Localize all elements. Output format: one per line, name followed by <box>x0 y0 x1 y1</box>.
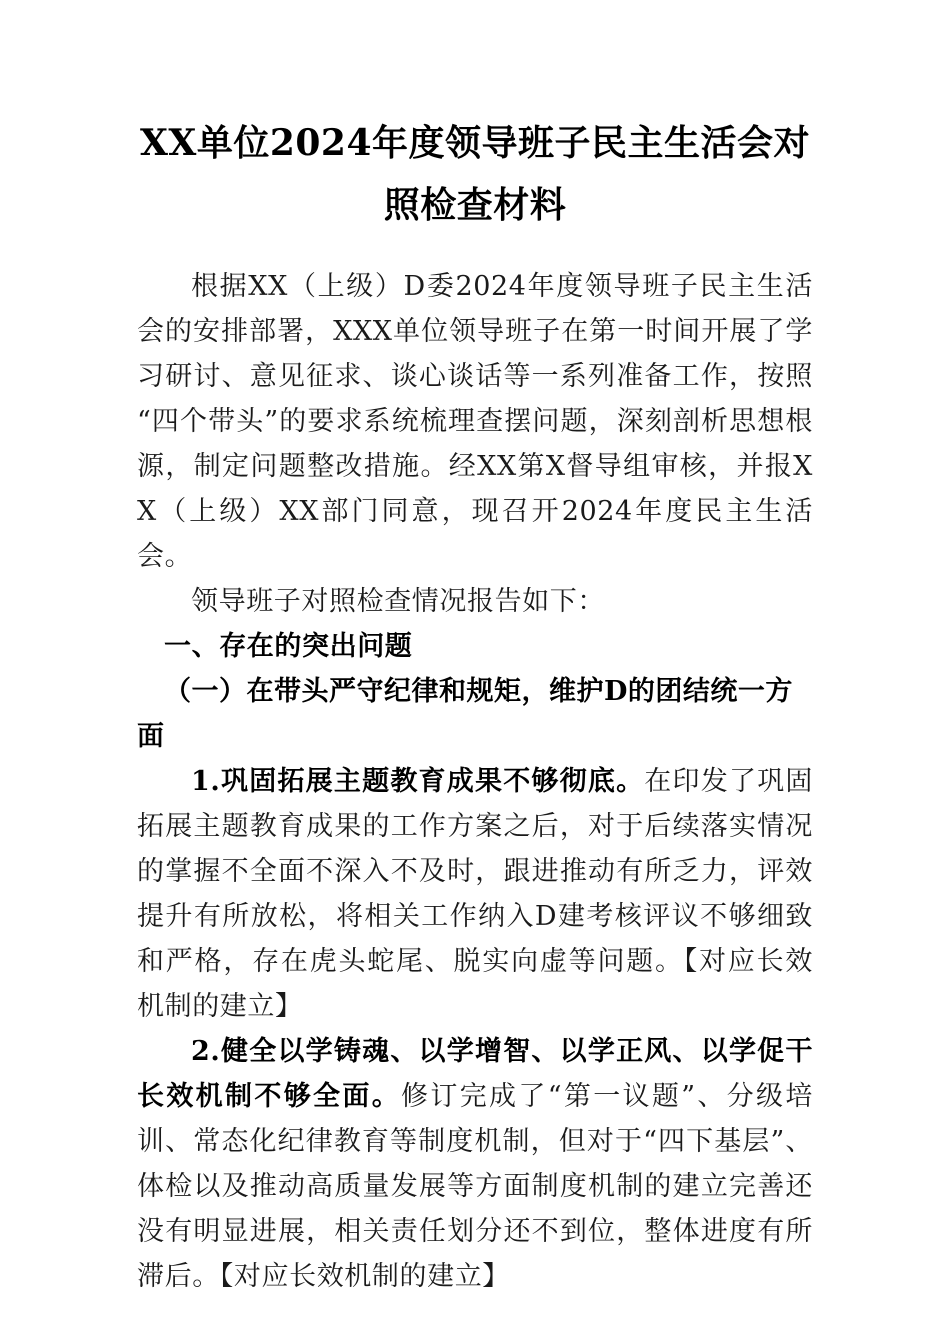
section-heading-one <box>137 624 813 669</box>
paragraph-intro <box>137 264 813 579</box>
problem-item-2 <box>137 1029 813 1299</box>
problem-item-1 <box>137 759 813 1029</box>
problem-item-1-text: 在印发了巩固拓展主题教育成果的工作方案之后，对于后续落实情况的掌握不全面不深入不及时，跟进推动有所乏力，评效提升有所放松，将相关工作纳入D建考核评议不够细致和严格，存在虎头蛇尾、脱实向虚等问题。【对应长效机制的建立】 <box>137 766 813 1022</box>
problem-item-2-lead: 2.健全以学铸魂、以学增智、以学正风、以学促干长效机制不够全面。 <box>137 1036 813 1112</box>
paragraph-intro-text: 根据XX（上级）D委2024年度领导班子民主生活会的安排部署，XXX单位领导班子在第一时间开展了学习研讨、意见征求、谈心谈话等一系列准备工作，按照“四个带头”的要求系统梳理查摆问题，深刻剖析思想根源，制定问题整改措施。经XX第X督导组审核，并报XX（上级）XX部门同意，现召开2024年度民主生活会。 <box>137 271 813 572</box>
paragraph-report-lead <box>137 579 813 624</box>
subsection-heading-one-text: （一）在带头严守纪律和规矩，维护D的团结统一方面 <box>137 676 793 752</box>
document-content <box>137 0 813 1299</box>
problem-item-1-lead: 1.巩固拓展主题教育成果不够彻底。 <box>191 766 645 797</box>
page-title <box>137 0 813 236</box>
subsection-heading-one <box>137 669 813 759</box>
page-title-text: XX单位2024年度领导班子民主生活会对照检查材料 <box>139 122 811 226</box>
section-heading-one-text: 一、存在的突出问题 <box>164 631 413 662</box>
problem-item-2-text: 修订完成了“第一议题”、分级培训、常态化纪律教育等制度机制，但对于“四下基层”、体检以及推动高质量发展等方面制度机制的建立完善还没有明显进展，相关责任划分还不到位，整体进度有所滞后。【对应长效机制的建立】 <box>137 1081 813 1292</box>
paragraph-report-lead-text: 领导班子对照检查情况报告如下： <box>191 586 605 617</box>
